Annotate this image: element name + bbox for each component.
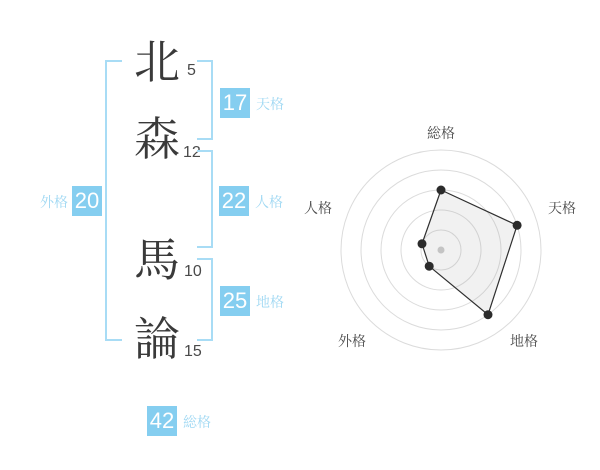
radar-center-dot (438, 247, 445, 254)
name-character-2: 森 (134, 113, 180, 165)
chikaku-label: 地格 (256, 294, 284, 310)
radar-data-point (425, 262, 434, 271)
gaikaku-label: 外格 (40, 194, 68, 210)
chikaku-value-badge: 25 (220, 286, 250, 316)
radar-data-point (437, 186, 446, 195)
radar-axis-label: 外格 (338, 333, 366, 349)
jinkaku-bracket (197, 150, 213, 248)
radar-data-point (418, 239, 427, 248)
tenkaku-label: 天格 (256, 96, 284, 112)
soukaku-label: 総格 (183, 414, 211, 430)
radar-axis-label: 人格 (304, 200, 332, 216)
radar-data-point (513, 221, 522, 230)
radar-axis-label: 天格 (548, 200, 576, 216)
tenkaku-bracket (197, 60, 213, 140)
name-character-4: 論 (134, 313, 180, 365)
chikaku-bracket (197, 258, 213, 341)
soukaku-value-badge: 42 (147, 406, 177, 436)
tenkaku-value-badge: 17 (220, 88, 250, 118)
name-character-1: 北 (134, 36, 180, 88)
gaikaku-bracket (105, 60, 122, 341)
gaikaku-value-badge: 20 (72, 186, 102, 216)
radar-chart (300, 118, 590, 378)
radar-axis-label: 総格 (427, 125, 455, 141)
stroke-count-2: 12 (183, 144, 201, 161)
radar-axis-label: 地格 (510, 333, 538, 349)
jinkaku-value-badge: 22 (219, 186, 249, 216)
name-character-3: 馬 (134, 234, 180, 286)
jinkaku-label: 人格 (255, 194, 283, 210)
radar-data-point (484, 310, 493, 319)
radar-data-polygon (422, 190, 517, 315)
stroke-count-1: 5 (187, 62, 196, 79)
stroke-count-3: 10 (184, 263, 202, 280)
stroke-count-4: 15 (184, 343, 202, 360)
